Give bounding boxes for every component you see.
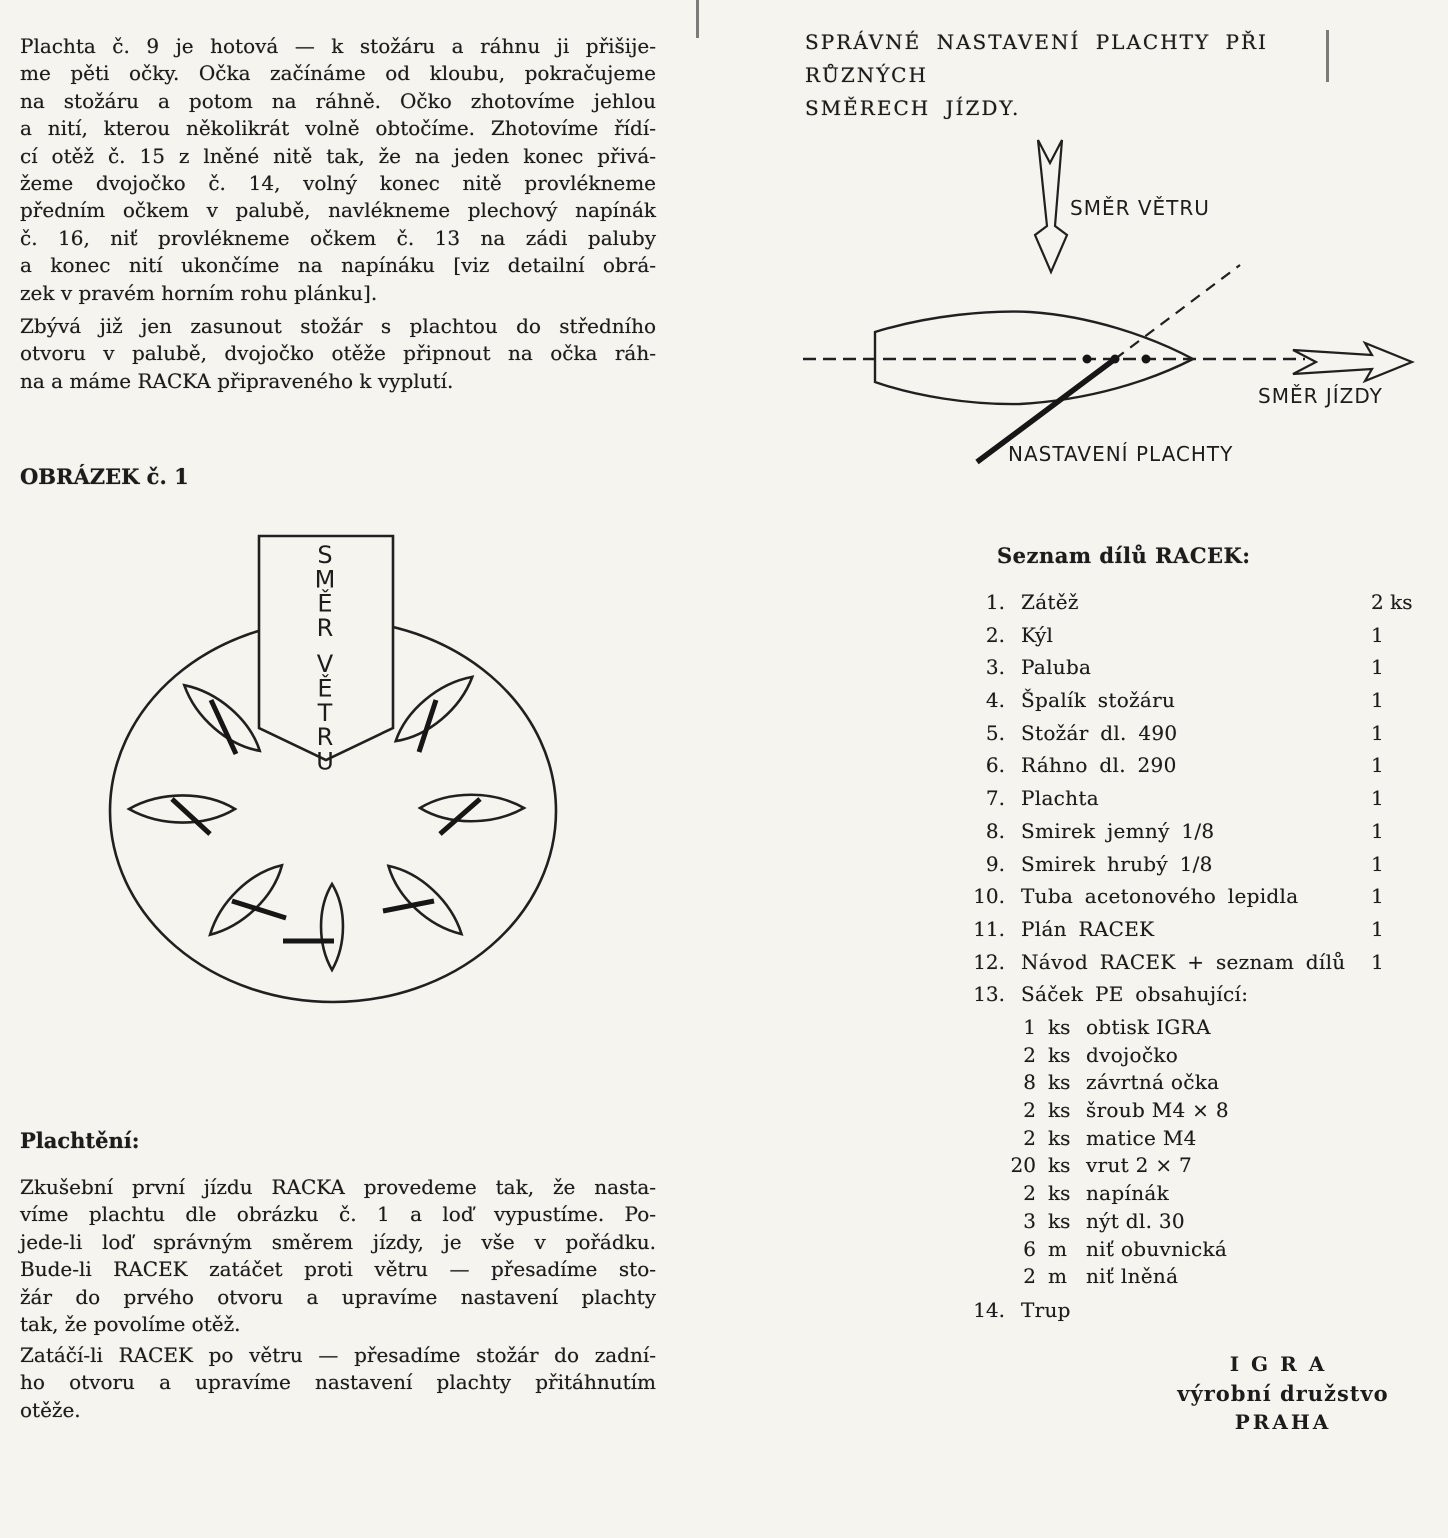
item-name: nýt dl. 30 — [1086, 1208, 1185, 1233]
text-line: cí otěž č. 15 z lněné nitě tak, že na jeden konec přivá- — [20, 143, 656, 168]
mast-hole-dot — [1083, 355, 1092, 364]
part-name: Návod RACEK + seznam dílů — [1021, 949, 1346, 974]
boat-icon — [388, 667, 481, 752]
table-row — [959, 619, 1429, 652]
text-line: Plachta č. 9 je hotová — k stožáru a ráhnu ji přišije- — [20, 34, 656, 58]
text-line: Bude-li RACEK zatáčet proti větru — přesadíme sto- — [20, 1257, 656, 1282]
boat-icon — [380, 857, 471, 944]
list-item — [950, 1069, 1420, 1097]
text-line: zek v pravém horním rohu plánku]. — [20, 280, 378, 305]
list-item — [950, 1236, 1420, 1264]
boat-hull — [380, 857, 471, 944]
part-name: Plachta — [1021, 786, 1099, 811]
mast-hole-dot — [1142, 355, 1151, 364]
boat-icon — [420, 795, 524, 834]
item-unit: m — [1048, 1236, 1067, 1261]
paragraph-sail-attachment — [20, 33, 656, 307]
publisher-type: výrobní družstvo — [1177, 1381, 1389, 1406]
table-row — [959, 1294, 1429, 1327]
publisher-block — [1152, 1350, 1414, 1437]
part-quantity: 1 — [1371, 884, 1384, 909]
part-quantity: 1 — [1371, 851, 1384, 876]
text-line: na a máme RACKA připraveného k vyplutí. — [20, 368, 454, 393]
part-name: Plán RACEK — [1021, 916, 1155, 941]
text-line: tak, že povolíme otěž. — [20, 1312, 241, 1337]
part-name: Paluba — [1021, 655, 1092, 680]
publisher-name: IGRA — [1229, 1352, 1337, 1376]
text-line: víme plachtu dle obrázku č. 1 a loď vypustíme. Po- — [20, 1202, 656, 1227]
part-number: 2. — [985, 622, 1005, 647]
item-unit: ks — [1048, 1125, 1071, 1150]
wind-direction-label: SMĚR VĚTRU — [1070, 196, 1210, 220]
text-line: Zkušební první jízdu RACKA provedeme tak, že nasta- — [20, 1175, 656, 1199]
part-number: 14. — [973, 1298, 1005, 1322]
item-quantity: 8 — [1023, 1070, 1036, 1095]
item-unit: ks — [1048, 1070, 1071, 1095]
part-quantity: 2 ks — [1371, 590, 1413, 614]
item-unit: ks — [1048, 1015, 1071, 1039]
heading-line: SPRÁVNÉ NASTAVENÍ PLACHTY PŘI RŮZNÝCH — [805, 30, 1268, 87]
part-number: 3. — [985, 655, 1005, 680]
item-unit: ks — [1048, 1181, 1071, 1206]
parts-list-title: Seznam dílů RACEK: — [997, 543, 1251, 568]
text-line: Zbývá již jen zasunout stožár s plachtou do středního — [20, 314, 656, 338]
wind-label-letter: Ě — [317, 589, 333, 618]
item-quantity: 2 — [1023, 1264, 1036, 1289]
text-line: jede-li loď správným směrem jízdy, je vše v pořádku. — [20, 1229, 656, 1254]
right-column-heading — [805, 26, 1365, 125]
figure1-wind-label — [315, 541, 336, 775]
item-unit: ks — [1048, 1042, 1071, 1067]
item-quantity: 3 — [1023, 1208, 1036, 1233]
item-name: šroub M4 × 8 — [1086, 1098, 1229, 1123]
paragraph-downwind-turning — [20, 1342, 656, 1424]
part-name: Tuba acetonového lepidla — [1021, 884, 1299, 909]
part-quantity: 1 — [1371, 818, 1384, 843]
text-line: žár do prvého otvoru a upravíme nastavení plachty — [20, 1284, 656, 1309]
text-line: otěže. — [20, 1397, 81, 1422]
publisher-city: PRAHA — [1234, 1410, 1332, 1434]
boat-hull — [201, 856, 291, 944]
part-name: Ráhno dl. 290 — [1021, 753, 1177, 778]
paragraph-mast-insertion — [20, 313, 656, 395]
wind-label-letter: Ě — [317, 674, 333, 703]
wind-label-letter: U — [316, 747, 334, 776]
part-number: 4. — [985, 688, 1005, 713]
text-line: a konec nití ukončíme na napínáku [viz detailní obrá- — [20, 253, 656, 278]
wind-label-letter: T — [317, 698, 333, 727]
table-row — [959, 815, 1429, 848]
wind-label-letter: R — [316, 723, 334, 752]
part-number: 7. — [985, 786, 1005, 811]
boat-hull — [321, 884, 343, 970]
item-quantity: 2 — [1023, 1042, 1036, 1067]
table-row — [959, 684, 1429, 717]
boat-icon — [176, 676, 268, 761]
paragraph-test-sailing — [20, 1174, 656, 1338]
item-quantity: 2 — [1023, 1181, 1036, 1206]
part-quantity: 1 — [1371, 720, 1384, 745]
item-quantity: 2 — [1023, 1098, 1036, 1123]
table-row — [959, 782, 1429, 815]
sail-line-extension — [1115, 265, 1240, 359]
table-row — [959, 651, 1429, 684]
item-unit: m — [1048, 1264, 1067, 1289]
text-line: Zatáčí-li RACEK po větru — přesadíme stožár do zadní- — [20, 1343, 656, 1367]
item-quantity: 2 — [1023, 1125, 1036, 1150]
item-name: závrtná očka — [1086, 1070, 1220, 1095]
item-unit: ks — [1048, 1098, 1071, 1123]
part-name: Zátěž — [1021, 590, 1079, 614]
parts-list — [959, 586, 1429, 1011]
part-name: Smirek hrubý 1/8 — [1021, 851, 1213, 876]
item-unit: ks — [1048, 1153, 1071, 1178]
part-name: Kýl — [1021, 622, 1054, 647]
list-item — [950, 1042, 1420, 1070]
figure1-heading: OBRÁZEK č. 1 — [20, 464, 189, 489]
part-quantity: 1 — [1371, 753, 1384, 778]
part-quantity: 1 — [1371, 688, 1384, 713]
part-number: 12. — [973, 949, 1005, 974]
text-line: na stožáru a potom na ráhně. Očko zhotovíme jehlou — [20, 88, 656, 113]
part-number: 10. — [973, 884, 1005, 909]
sailing-heading: Plachtění: — [20, 1128, 140, 1153]
text-line: me pěti očky. Očka začínáme od kloubu, pokračujeme — [20, 61, 656, 86]
list-item — [950, 1152, 1420, 1180]
list-item — [950, 1180, 1420, 1208]
part-name: Stožár dl. 490 — [1021, 720, 1178, 745]
parts-list-item-14 — [959, 1294, 1429, 1327]
text-line: ho otvoru a upravíme nastavení plachty přitáhnutím — [20, 1370, 656, 1395]
part-number: 5. — [985, 720, 1005, 745]
item-quantity: 1 — [1023, 1015, 1036, 1039]
part-number: 1. — [985, 590, 1005, 614]
table-row — [959, 913, 1429, 946]
text-line: předním očkem v palubě, navlékneme plechový napínák — [20, 198, 656, 223]
table-row — [959, 978, 1429, 1011]
part-quantity: 1 — [1371, 916, 1384, 941]
item-unit: ks — [1048, 1208, 1071, 1233]
item-quantity: 20 — [1010, 1153, 1036, 1178]
part-name: Sáček PE obsahující: — [1021, 982, 1249, 1007]
item-name: obtisk IGRA — [1086, 1015, 1211, 1039]
part-quantity: 1 — [1371, 949, 1384, 974]
mast-hole-dot — [1111, 355, 1120, 364]
scan-artifact-line — [696, 0, 699, 38]
part-number: 6. — [985, 753, 1005, 778]
table-row — [959, 848, 1429, 881]
wind-label-letter: S — [317, 541, 333, 569]
item-quantity: 6 — [1023, 1236, 1036, 1261]
table-row — [959, 749, 1429, 782]
figure1-wind-rose-diagram — [80, 510, 640, 1030]
sail-setting-label: NASTAVENÍ PLACHTY — [1008, 442, 1234, 466]
list-item — [950, 1263, 1420, 1291]
item-name: vrut 2 × 7 — [1086, 1153, 1193, 1178]
text-line: otvoru v palubě, dvojočko otěže připnout na očka ráh- — [20, 341, 656, 366]
travel-direction-label: SMĚR JÍZDY — [1258, 384, 1383, 408]
bag-contents-list — [950, 1014, 1420, 1291]
table-row — [959, 586, 1429, 619]
wind-direction-arrow-icon — [1035, 140, 1067, 272]
list-item — [950, 1208, 1420, 1236]
wind-label-letter: M — [314, 565, 336, 594]
item-name: niť obuvnická — [1086, 1236, 1228, 1261]
part-number: 13. — [973, 982, 1005, 1007]
wind-label-letter: V — [316, 650, 334, 679]
item-name: niť lněná — [1086, 1264, 1179, 1289]
travel-direction-arrow-icon — [1293, 343, 1412, 381]
part-number: 11. — [973, 916, 1005, 941]
text-line: a nití, kterou několikrát volně obtočíme. Zhotovíme řídí- — [20, 116, 656, 141]
item-name: matice M4 — [1086, 1125, 1197, 1150]
list-item — [950, 1125, 1420, 1153]
wind-label-letter: R — [316, 613, 334, 642]
part-name: Smirek jemný 1/8 — [1021, 818, 1215, 843]
boat-icon — [129, 795, 235, 834]
list-item — [950, 1097, 1420, 1125]
item-name: dvojočko — [1086, 1042, 1179, 1067]
boat-icon — [283, 884, 343, 970]
part-quantity: 1 — [1371, 622, 1384, 647]
text-line: č. 16, niť provlékneme očkem č. 13 na zádi paluby — [20, 225, 656, 250]
part-quantity: 1 — [1371, 655, 1384, 680]
part-number: 8. — [985, 818, 1005, 843]
heading-line: SMĚRECH JÍZDY. — [805, 96, 1021, 120]
table-row — [959, 880, 1429, 913]
boat-icon — [201, 856, 291, 944]
part-number: 9. — [985, 851, 1005, 876]
text-line: žeme dvojočko č. 14, volný konec nitě provlékneme — [20, 171, 656, 196]
part-name: Špalík stožáru — [1021, 688, 1176, 713]
list-item — [950, 1014, 1420, 1042]
item-name: napínák — [1086, 1181, 1170, 1206]
part-quantity: 1 — [1371, 786, 1384, 811]
figure2-sail-setting-diagram — [795, 125, 1448, 480]
table-row — [959, 946, 1429, 979]
table-row — [959, 717, 1429, 750]
part-name: Trup — [1021, 1298, 1071, 1322]
